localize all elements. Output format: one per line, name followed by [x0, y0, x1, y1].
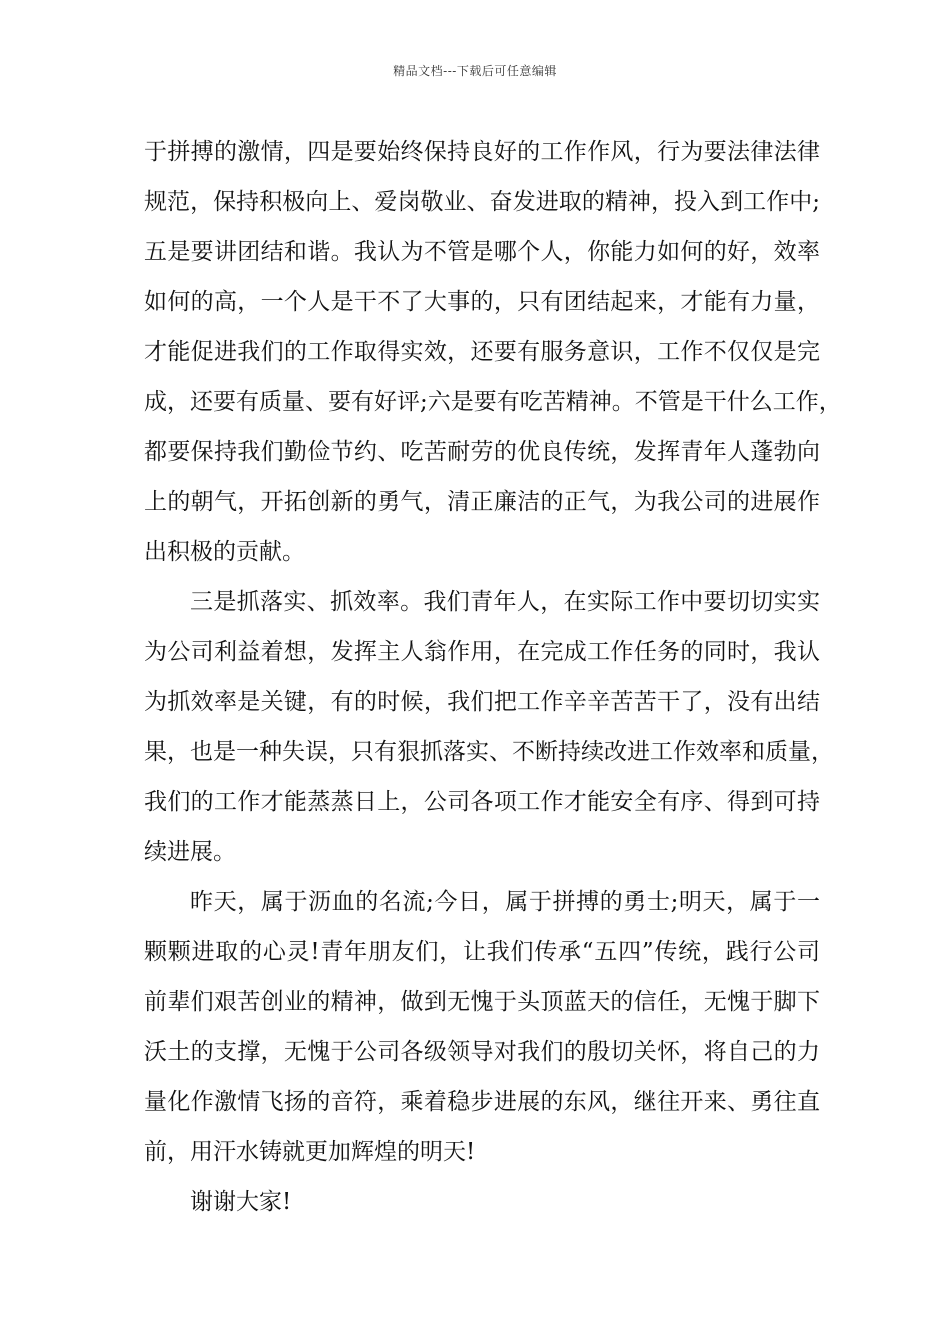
text-line: 三是抓落实、抓效率。我们青年人，在实际工作中要切切实实: [190, 589, 820, 615]
text-line: 续进展。: [144, 839, 236, 865]
text-line: 才能促进我们的工作取得实效，还要有服务意识，工作不仅仅是完: [144, 339, 820, 365]
text-line: 果，也是一种失误，只有狠抓落实、不断持续改进工作效率和质量，: [144, 739, 834, 765]
text-line: 为公司利益着想，发挥主人翁作用，在完成工作任务的同时，我认: [144, 639, 820, 665]
text-line: 如何的高，一个人是干不了大事的，只有团结起来，才能有力量，: [144, 289, 820, 315]
text-line: 前辈们艰苦创业的精神，做到无愧于头顶蓝天的信任，无愧于脚下: [144, 989, 820, 1015]
text-line: 上的朝气，开拓创新的勇气，清正廉洁的正气，为我公司的进展作: [144, 489, 820, 515]
text-line: 我们的工作才能蒸蒸日上，公司各项工作才能安全有序、得到可持: [144, 789, 820, 815]
document-body: [144, 131, 842, 1231]
paragraph-1: [144, 131, 842, 581]
paragraph-3: [144, 881, 820, 1181]
text-line: 沃土的支撑，无愧于公司各级领导对我们的殷切关怀，将自己的力: [144, 1039, 820, 1065]
paragraph-4: [144, 1181, 820, 1231]
text-line: 为抓效率是关键，有的时候，我们把工作辛辛苦苦干了，没有出结: [144, 689, 820, 715]
text-line: 昨天，属于沥血的名流;今日，属于拼搏的勇士;明天，属于一: [190, 889, 820, 915]
paragraph-2: [144, 581, 834, 881]
text-line: 于拼搏的激情，四是要始终保持良好的工作作风，行为要法律法律: [144, 139, 820, 165]
text-line: 出积极的贡献。: [144, 539, 305, 565]
text-line: 颗颗进取的心灵!青年朋友们，让我们传承“五四”传统，践行公司: [144, 939, 820, 965]
text-line: 谢谢大家!: [190, 1189, 292, 1215]
text-line: 五是要讲团结和谐。我认为不管是哪个人，你能力如何的好，效率: [144, 239, 820, 265]
page-header: 精品文档---下载后可任意编辑: [393, 64, 557, 78]
text-line: 量化作激情飞扬的音符，乘着稳步进展的东风，继往开来、勇往直: [144, 1089, 820, 1115]
text-line: 前，用汗水铸就更加辉煌的明天!: [144, 1139, 476, 1165]
text-line: 成，还要有质量、要有好评;六是要有吃苦精神。不管是干什么工作，: [144, 389, 842, 415]
text-line: 规范，保持积极向上、爱岗敬业、奋发进取的精神，投入到工作中;: [144, 189, 820, 215]
text-line: 都要保持我们勤俭节约、吃苦耐劳的优良传统，发挥青年人蓬勃向: [144, 439, 820, 465]
